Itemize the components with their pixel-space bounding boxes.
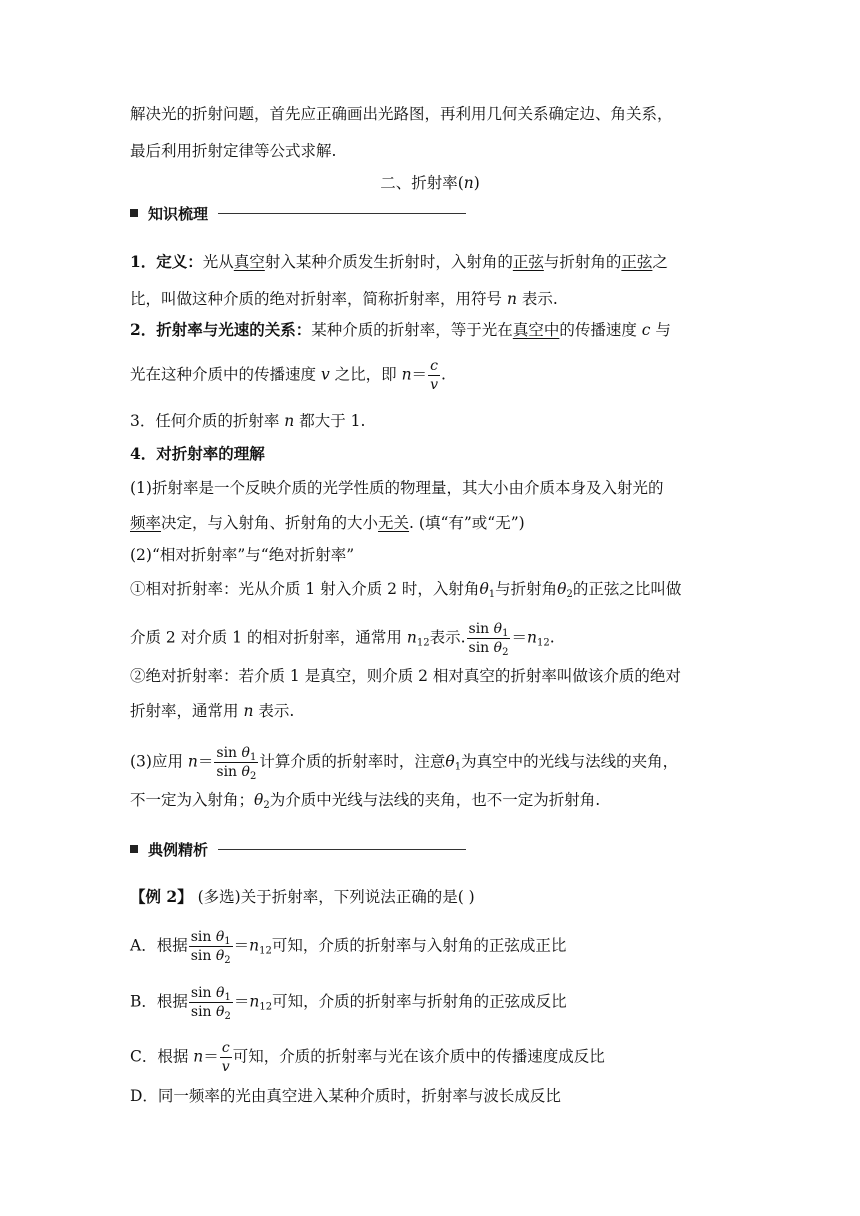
fraction-denominator — [214, 763, 258, 781]
definition-line-2 — [130, 288, 558, 310]
relative-line-2 — [130, 620, 555, 657]
definition-label: 1．定义： — [130, 252, 203, 271]
option-c — [130, 1039, 605, 1076]
fraction-c-over-v — [428, 357, 440, 394]
subscript: 2 — [502, 647, 509, 658]
fraction-denominator — [189, 947, 233, 965]
math-var: n — [249, 992, 260, 1011]
math-var: v — [320, 365, 330, 384]
text-span: 都大于 1. — [294, 412, 366, 430]
para-3-line-1 — [130, 744, 678, 781]
section-title-prefix: 二、折射率( — [380, 174, 464, 192]
text-span: 可知，介质的折射率与入射角的正弦成正比 — [271, 936, 567, 955]
subscript: 12 — [416, 637, 430, 649]
absolute-line-2 — [130, 700, 294, 722]
text-span: sin — [190, 929, 216, 945]
text-span: ＝ — [197, 752, 214, 771]
math-var: θ — [493, 640, 503, 656]
math-var: n — [401, 365, 412, 384]
text-span: 之 — [652, 253, 668, 271]
subscript: 12 — [259, 945, 272, 957]
answer-sine-1: 正弦 — [512, 253, 544, 271]
fraction-numerator: c — [430, 358, 438, 374]
square-bullet-icon — [130, 209, 138, 217]
section-title-var: n — [463, 174, 474, 192]
subscript: 1 — [249, 752, 257, 763]
text-span: 表示. — [429, 628, 466, 647]
intro-line-2: 最后利用折射定律等公式求解. — [130, 142, 337, 160]
text-span: 光从 — [202, 253, 234, 271]
section-title-suffix: ) — [473, 174, 480, 192]
option-a — [130, 928, 566, 965]
intro-line-1: 解决光的折射问题，首先应正确画出光路图，再利用几何关系确定边、角关系， — [130, 105, 673, 123]
fraction-denominator — [189, 1003, 233, 1021]
text-span: . — [549, 628, 555, 647]
text-span: 与折射角 — [495, 580, 558, 598]
subscript: 2 — [249, 771, 257, 782]
math-var: θ — [216, 985, 225, 1001]
math-var: n — [193, 1047, 204, 1066]
math-var: θ — [216, 1004, 225, 1020]
text-span: sin — [216, 764, 242, 780]
option-b — [130, 984, 567, 1021]
text-span: 为真空中的光线与法线的夹角， — [461, 752, 679, 771]
para-2: (2)“相对折射率”与“绝对折射率” — [130, 546, 355, 564]
text-span: sin — [468, 640, 494, 656]
text-span: . (填“有”或“无”) — [409, 514, 525, 532]
text-span: 的正弦之比叫做 — [572, 580, 682, 598]
text-span: (多选)关于折射率，下列说法正确的是( ) — [192, 888, 475, 906]
fraction-c-over-v — [220, 1039, 232, 1076]
subscript: 2 — [224, 955, 231, 966]
heading-rule — [218, 213, 466, 214]
fraction-sin-ratio — [214, 744, 258, 781]
text-span: sin — [216, 745, 242, 761]
answer-no-relation: 无关 — [378, 514, 410, 532]
text-span: 介质 2 对介质 1 的相对折射率，通常用 — [130, 628, 407, 647]
text-span: sin — [190, 985, 217, 1001]
text-span: 射入某种介质发生折射时，入射角的 — [264, 253, 513, 271]
example-heading-label: 典例精析 — [148, 840, 209, 859]
subscript: 1 — [488, 589, 496, 600]
math-var: θ — [493, 621, 503, 637]
text-span: 之比，即 — [329, 365, 402, 384]
text-span: ＝ — [411, 365, 428, 384]
answer-vacuum: 真空 — [233, 253, 265, 271]
math-var: θ — [479, 580, 489, 598]
fraction-numerator — [189, 984, 233, 1003]
definition-line-1 — [130, 251, 668, 273]
text-span: 折射率，通常用 — [130, 702, 244, 720]
math-var: θ — [215, 929, 225, 945]
text-span: 计算介质的折射率时，注意 — [259, 752, 446, 771]
subscript: 1 — [224, 936, 231, 947]
text-span: 可知，介质的折射率与光在该介质中的传播速度成反比 — [232, 1047, 605, 1066]
para-1-line-2 — [130, 512, 525, 534]
text-span: (3)应用 — [130, 752, 188, 771]
heading-rule — [218, 849, 466, 850]
fraction-sin-ratio — [467, 620, 511, 657]
text-span: 的传播速度 — [559, 321, 642, 339]
subscript: 2 — [263, 800, 270, 811]
subscript: 1 — [224, 992, 231, 1003]
math-var: n — [506, 290, 517, 308]
speed-line-1 — [130, 319, 671, 341]
math-var: θ — [445, 752, 455, 771]
square-bullet-icon — [130, 845, 138, 853]
text-span: 表示. — [516, 290, 558, 308]
text-span: 不一定为入射角； — [130, 791, 255, 809]
example-stem — [130, 886, 475, 908]
fraction-denominator: v — [430, 377, 438, 393]
section-title — [0, 172, 860, 194]
text-span: ＝ — [233, 992, 250, 1011]
text-span: ＝ — [203, 1047, 219, 1066]
math-var: n — [243, 702, 254, 720]
fraction-numerator: c — [221, 1040, 230, 1056]
text-span: sin — [190, 948, 216, 964]
example-heading — [130, 838, 466, 860]
speed-label: 2．折射率与光速的关系： — [130, 320, 312, 339]
text-span: sin — [190, 1004, 217, 1020]
fraction-sin-ratio — [189, 984, 233, 1021]
text-span: C．根据 — [130, 1047, 194, 1066]
fraction-numerator — [189, 928, 233, 947]
text-span: ＝ — [233, 936, 250, 955]
speed-line-2 — [130, 357, 446, 394]
subscript: 1 — [454, 761, 462, 773]
math-var: n — [526, 628, 537, 647]
text-span: ①相对折射率：光从介质 1 射入介质 2 时，入射角 — [130, 580, 480, 598]
text-span: 与 — [650, 321, 671, 339]
text-span: 某种介质的折射率，等于光在 — [311, 321, 513, 339]
math-var: n — [249, 936, 260, 955]
text-span: 决定，与入射角、折射角的大小 — [161, 514, 379, 532]
knowledge-heading-label: 知识梳理 — [148, 204, 209, 223]
answer-vacuum-in: 真空中 — [512, 321, 560, 339]
para-1-line-1: (1)折射率是一个反映介质的光学性质的物理量，其大小由介质本身及入射光的 — [130, 479, 664, 497]
text-span: 表示. — [253, 702, 295, 720]
absolute-line-1: ②绝对折射率：若介质 1 是真空，则介质 2 相对真空的折射率叫做该介质的绝对 — [130, 667, 681, 685]
math-var: n — [187, 752, 198, 771]
text-span: . — [440, 365, 446, 384]
text-span: 光在这种介质中的传播速度 — [130, 365, 321, 384]
subscript: 1 — [502, 628, 509, 639]
text-span: ＝ — [511, 628, 527, 647]
fraction-numerator — [467, 620, 511, 639]
math-var: θ — [254, 791, 264, 809]
text-span: 与折射角的 — [543, 253, 622, 271]
fraction-numerator — [214, 744, 258, 763]
math-var: n — [284, 412, 295, 430]
text-span: B．根据 — [130, 992, 188, 1011]
subscript: 2 — [566, 589, 573, 600]
fraction-sin-ratio — [189, 928, 233, 965]
option-d: D．同一频率的光由真空进入某种介质时，折射率与波长成反比 — [130, 1087, 561, 1105]
subscript: 12 — [259, 1001, 273, 1013]
subscript: 12 — [536, 637, 550, 649]
text-span: 为介质中光线与法线的夹角，也不一定为折射角. — [269, 791, 601, 809]
answer-frequency: 频率 — [130, 514, 162, 532]
text-span: 可知，介质的折射率与折射角的正弦成反比 — [272, 992, 567, 1011]
item-4-heading: 4．对折射率的理解 — [130, 444, 265, 463]
para-3-line-2 — [130, 789, 600, 811]
text-span: 比，叫做这种介质的绝对折射率，简称折射率，用符号 — [130, 290, 507, 308]
fraction-denominator — [467, 639, 511, 657]
fraction-denominator: v — [221, 1059, 230, 1075]
answer-sine-2: 正弦 — [621, 253, 653, 271]
subscript: 2 — [224, 1011, 231, 1022]
text-span: A．根据 — [130, 936, 188, 955]
text-span: 3．任何介质的折射率 — [130, 412, 285, 430]
math-var: c — [641, 321, 651, 339]
knowledge-heading — [130, 202, 466, 224]
math-var: θ — [241, 764, 250, 780]
math-var: θ — [557, 580, 567, 598]
text-span: sin — [468, 621, 494, 637]
math-var: n — [406, 628, 417, 647]
math-var: θ — [241, 745, 250, 761]
relative-line-1 — [130, 578, 681, 600]
math-var: θ — [215, 948, 225, 964]
example-label: 【例 2】 — [130, 887, 193, 906]
item-3 — [130, 410, 365, 432]
